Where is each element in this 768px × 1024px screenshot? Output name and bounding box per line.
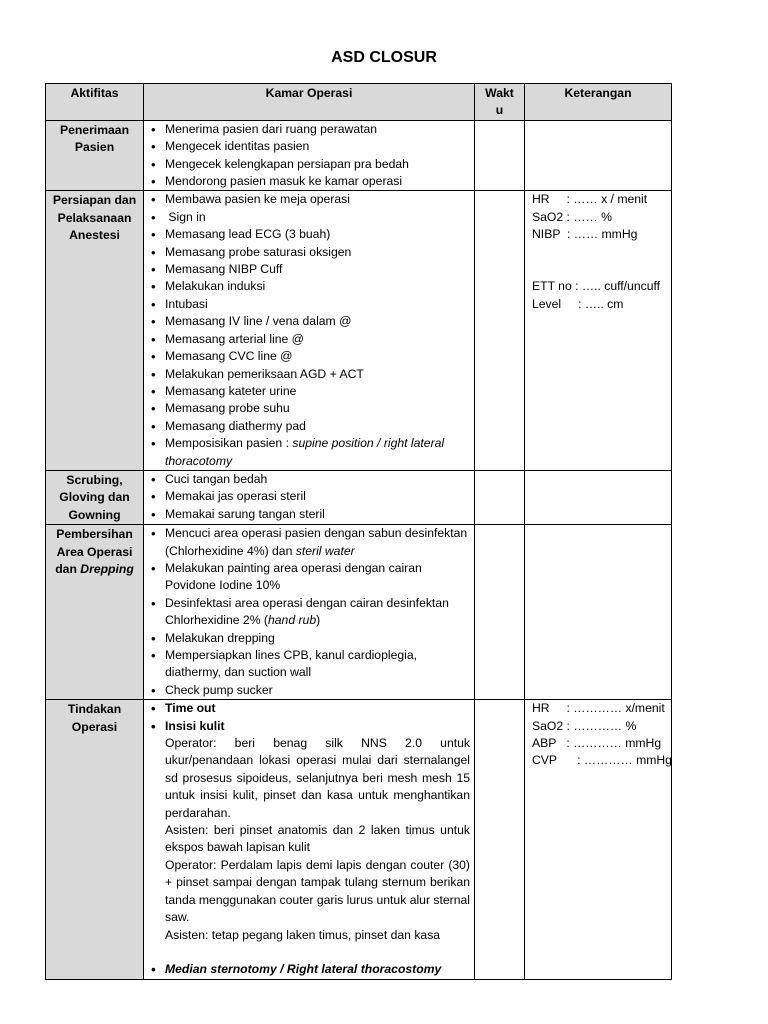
list-item: • Mengecek identitas pasien [150,138,470,155]
kamar-cell [144,120,475,191]
kamar-cell [144,700,475,979]
keterangan-line: ABP : ………… mmHg [532,736,662,751]
table-row [46,120,672,191]
list-item: • Cuci tangan bedah [150,471,470,488]
header-aktifitas: Aktifitas [46,84,144,121]
list-item: • Memasang arterial line @ [150,331,470,348]
aktifitas-line: Penerimaan [59,122,130,137]
aktifitas-line: Pasien [74,140,115,155]
list-item-italic: hand rub [267,613,317,628]
list-item: • Memasang CVC line @ [150,348,470,365]
list-item: • Memakai sarung tangan steril [150,506,470,523]
aktifitas-text: dan [55,561,81,576]
kamar-cell [144,470,475,524]
header-keterangan: Keterangan [525,84,672,121]
list-item: • Intubasi [150,296,470,313]
list-item-text: Memposisikan pasien : [165,436,293,451]
kamar-cell [144,525,475,700]
aktifitas-line: Area Operasi [56,544,133,559]
keterangan-line: Level : ….. cm [532,296,624,311]
aktifitas-cell [46,700,144,979]
keterangan-line: SaO2 : …… % [532,209,612,224]
waktu-cell [475,120,525,191]
procedure-paragraph: Operator: Perdalam lapis demi lapis dengan couter (30) + pinset sampai dengan tampak tulang sternum berikan tanda menggunakan couter garis lurus untuk alur sternal saw. [165,857,470,925]
aktifitas-line: Pelaksanaan [57,210,132,225]
header-waktu-line1: Wakt [485,86,514,100]
table-row [46,700,672,979]
list-item-text: ) [316,613,321,628]
list-item [150,595,470,630]
procedure-paragraph: Asisten: tetap pegang laken timus, pinset dan kasa [165,927,441,942]
procedure-table [45,83,672,980]
keterangan-line: SaO2 : ………… % [532,718,637,733]
procedure-paragraph: Asisten: beri pinset anatomis dan 2 laken timus untuk ekspos bawah lapisan kulit [165,823,470,855]
keterangan-blank [532,261,667,278]
keterangan-line: HR : ………… x/menit [532,701,665,716]
list-item: • Check pump sucker [150,682,470,699]
list-item: • Mendorong pasien masuk ke kamar operasi [150,173,470,190]
keterangan-cell [525,470,672,524]
list-item: • Menerima pasien dari ruang perawatan [150,121,470,138]
waktu-cell [475,525,525,700]
document-title: ASD CLOSUR [331,49,437,66]
list-item [150,525,470,560]
list-item-italic: steril water [295,543,355,558]
list-item: • Memasang probe saturasi oksigen [150,244,470,261]
list-item: • Memasang diathermy pad [150,418,470,435]
keterangan-line: HR : …… x / menit [532,192,648,207]
list-item: • Melakukan induksi [150,278,470,295]
table-row [46,470,672,524]
aktifitas-cell [46,191,144,471]
aktifitas-line: Pembersihan [56,527,133,542]
list-item: • Mempersiapkan lines CPB, kanul cardioplegia, diathermy, dan suction wall [150,647,470,682]
aktifitas-line: Anestesi [69,228,120,243]
table-row [46,525,672,700]
aktifitas-line: Gowning [68,507,121,522]
list-item: • Median sternotomy / Right lateral thoracostomy [150,961,470,978]
list-item: • Melakukan pemeriksaan AGD + ACT [150,366,470,383]
keterangan-line: CVP : ………… mmHg [532,753,672,768]
procedure-paragraph: Operator: beri benag silk NNS 2.0 untuk ukur/penandaan lokasi operasi mulai dari sternalangel sd prosesus sipoideus, selanjutnya beri mesh mesh 15 untuk insisi kulit, pinset dan kasa untuk menghantikan perdarahan. [165,736,470,820]
aktifitas-line: Scrubing, [66,472,123,487]
keterangan-line: NIBP : …… mmHg [532,227,638,242]
list-item-text: Desinfektasi area operasi dengan cairan desinfektan Chlorhexidine 2% ( [165,595,449,628]
list-item: • Mengecek kelengkapan persiapan pra bedah [150,156,470,173]
list-item: • Memasang probe suhu [150,400,470,417]
list-item: • Sign in [150,209,470,226]
list-item: • Membawa pasien ke meja operasi [150,191,470,208]
aktifitas-italic: Drepping [80,561,134,576]
list-item: • Memasang lead ECG (3 buah) [150,226,470,243]
list-item: • Memasang kateter urine [150,383,470,400]
list-item: • Memasang IV line / vena dalam @ [150,313,470,330]
list-item: • Time out [150,700,470,717]
header-row [46,84,672,121]
aktifitas-line: Operasi [71,719,118,734]
header-waktu-line2: u [495,103,504,118]
kamar-cell [144,191,475,471]
list-item: • Memakai jas operasi steril [150,488,470,505]
list-item-italic: supine position / right lateral thoracotomy [165,436,445,468]
waktu-cell [475,470,525,524]
list-item: • Memasang NIBP Cuff [150,261,470,278]
aktifitas-cell [46,120,144,191]
aktifitas-line [49,561,140,578]
keterangan-cell [525,525,672,700]
table-row [46,191,672,471]
spacer [150,944,470,961]
keterangan-blank [532,244,667,261]
aktifitas-cell [46,525,144,700]
list-item: • Melakukan drepping [150,630,470,647]
keterangan-cell [525,120,672,191]
list-item-text: Mencuci area operasi pasien dengan sabun desinfektan (Chlorhexidine 4%) dan [165,526,468,558]
procedure-paragraphs [150,735,470,944]
keterangan-line: ETT no : ….. cuff/uncuff [532,279,661,294]
list-item: • Insisi kulit [150,718,470,735]
keterangan-cell [525,191,672,471]
aktifitas-line: Gloving dan [59,490,130,505]
aktifitas-line: Persiapan dan [52,193,137,208]
list-item: • Melakukan painting area operasi dengan cairan Povidone Iodine 10% [150,560,470,595]
list-item [150,435,470,470]
waktu-cell [475,700,525,979]
aktifitas-cell [46,470,144,524]
header-kamar-operasi: Kamar Operasi [144,84,475,121]
keterangan-cell [525,700,672,979]
aktifitas-line: Tindakan [67,702,122,717]
waktu-cell [475,191,525,471]
header-waktu [475,84,525,121]
